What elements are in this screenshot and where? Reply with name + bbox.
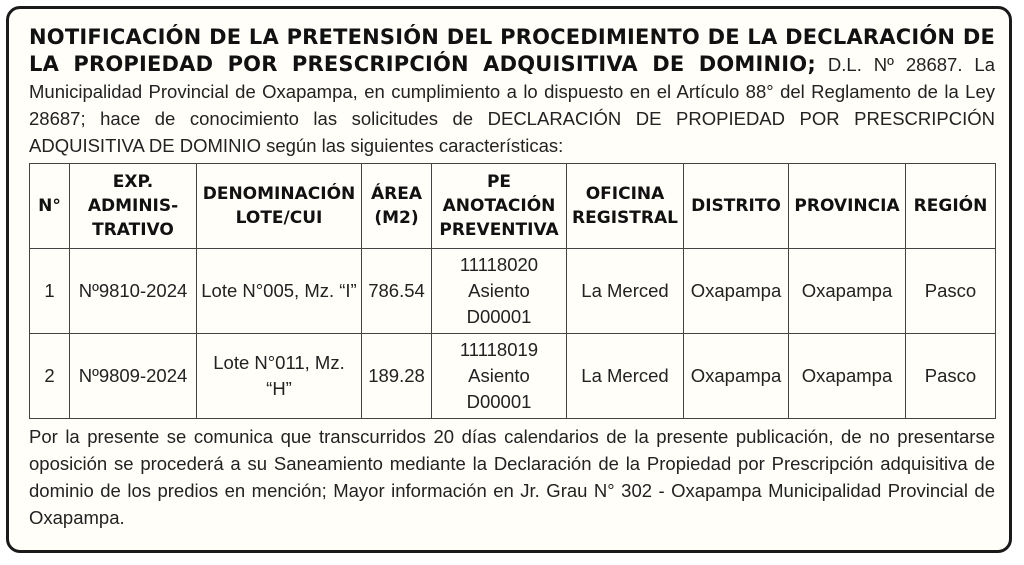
properties-table <box>29 163 996 419</box>
cell-area: 786.54 <box>362 249 432 334</box>
notice-content <box>29 24 995 531</box>
header-oficina: OFICINA REGISTRAL <box>567 164 684 249</box>
cell-num: 2 <box>30 334 70 419</box>
cell-region: Pasco <box>906 249 996 334</box>
cell-denominacion: Lote N°011, Mz. “H” <box>197 334 362 419</box>
cell-denominacion: Lote N°005, Mz. “I” <box>197 249 362 334</box>
header-pe: PE ANOTACIÓN PREVENTIVA <box>432 164 567 249</box>
cell-provincia: Oxapampa <box>789 249 906 334</box>
cell-pe: 11118020 Asiento D00001 <box>432 249 567 334</box>
cell-exp: Nº9810-2024 <box>70 249 197 334</box>
cell-distrito: Oxapampa <box>684 334 789 419</box>
header-distrito: DISTRITO <box>684 164 789 249</box>
cell-exp: Nº9809-2024 <box>70 334 197 419</box>
table-header-row <box>30 164 996 249</box>
cell-region: Pasco <box>906 334 996 419</box>
cell-area: 189.28 <box>362 334 432 419</box>
intro-paragraph <box>29 24 995 159</box>
cell-oficina: La Merced <box>567 334 684 419</box>
cell-provincia: Oxapampa <box>789 334 906 419</box>
header-region: REGIÓN <box>906 164 996 249</box>
header-exp: EXP. ADMINIS-TRATIVO <box>70 164 197 249</box>
cell-pe: 11118019 Asiento D00001 <box>432 334 567 419</box>
header-provincia: PROVINCIA <box>789 164 906 249</box>
intro-text: D.L. Nº 28687. La Municipalidad Provincial de Oxapampa, en cumplimiento a lo dispuesto en el Artículo 88° del Reglamento de la Ley 28687; hace de conocimiento las solicitudes de DECLARACIÓN DE PROPIEDAD POR PRESCRIPCIÓN ADQUISITIVA DE DOMINIO según las siguientes características: <box>29 54 995 156</box>
table-row <box>30 249 996 334</box>
cell-oficina: La Merced <box>567 249 684 334</box>
table-row <box>30 334 996 419</box>
footer-paragraph: Por la presente se comunica que transcurridos 20 días calendarios de la presente publicación, de no presentarse oposición se procederá a su Saneamiento mediante la Declaración de la Propiedad por Prescripción adquisitiva de dominio de los predios en mención; Mayor información en Jr. Grau N° 302 - Oxapampa Municipalidad Provincial de Oxapampa. <box>29 426 995 528</box>
header-denominacion: DENOMINACIÓN LOTE/CUI <box>197 164 362 249</box>
header-area: ÁREA (M2) <box>362 164 432 249</box>
header-num: N° <box>30 164 70 249</box>
notice-heading: NOTIFICACIÓN DE LA PRETENSIÓN DEL PROCEDIMIENTO DE LA DECLARACIÓN DE LA PROPIEDAD POR PRESCRIPCIÓN ADQUISITIVA DE DOMINIO; <box>29 25 995 76</box>
cell-distrito: Oxapampa <box>684 249 789 334</box>
cell-num: 1 <box>30 249 70 334</box>
